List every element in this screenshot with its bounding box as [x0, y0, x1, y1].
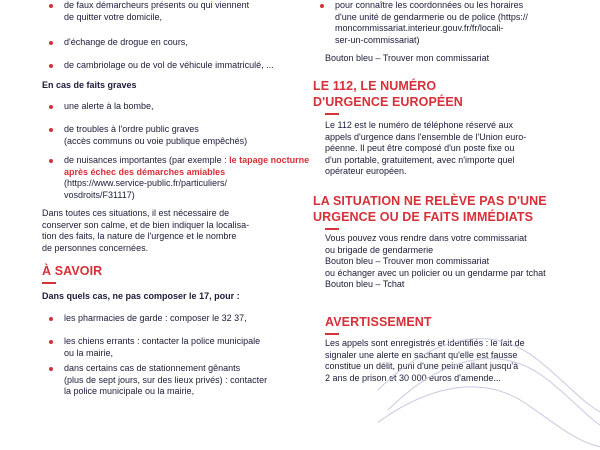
- heading-situation: LA SITUATION NE RELÈVE PAS D'UNE URGENCE OU DE FAITS IMMÉDIATS: [313, 194, 547, 224]
- tapage-highlight: le tapage nocturne après échec des démarches amiables: [64, 155, 310, 177]
- a-savoir-heading: À SAVOIR: [42, 264, 103, 278]
- heading-avertissement: AVERTISSEMENT: [325, 315, 432, 329]
- calm-paragraph: Dans toutes ces situations, il est nécessaire de conserver son calme, et de bien indiquer la localisa- tion des faits, la nature de l'urgence et le nombre de personnes concernées.: [42, 208, 250, 253]
- paragraph-situation: Vous pouvez vous rendre dans votre commissariat ou brigade de gendarmerie Bouton bleu – Trouver mon commissariat ou échanger avec un policier ou un gendarme par tchat Bouton bleu – Tchat: [325, 233, 546, 289]
- paragraph-avertissement: Les appels sont enregistrés et identifiés : le fait de signaler une alerte en sachant qu'elle est fausse constitue un délit, puni d'une peine allant jusqu'à 2 ans de prison et 30 000 euros d'amende...: [325, 338, 525, 383]
- list-item-commissariat: pour connaître les coordonnées ou les horaires d'une unité de gendarmerie ou de police (https:// moncommissariat.interieur.gouv.fr/fr/locali- ser-un-commissariat): [313, 0, 587, 46]
- list-item: de troubles à l'ordre public graves (accès communs ou voie publique empêchés): [42, 124, 326, 147]
- bouton-bleu-commissariat[interactable]: Bouton bleu – Trouver mon commissariat: [325, 53, 490, 63]
- list-item: une alerte à la bombe,: [42, 101, 326, 113]
- service-public-link[interactable]: (https://www.service-public.fr/particuliers/ vosdroits/F31117): [64, 178, 228, 200]
- list-item: les chiens errants : contacter la police municipale ou la mairie,: [42, 336, 326, 359]
- list-item: les pharmacies de garde : composer le 32 37,: [42, 313, 326, 325]
- heading-bar: [325, 333, 339, 335]
- paragraph-112: Le 112 est le numéro de téléphone réservé aux appels d'urgence dans l'ensemble de l'Union euro- péenne. Il peut être composé d'un poste fixe ou d'un portable, gratuitement, avec n'importe quel opérateur européen.: [325, 120, 527, 176]
- list-item-nuisance: [42, 155, 326, 201]
- nuisance-text: de nuisances importantes (par exemple :: [64, 155, 230, 165]
- list-item: dans certains cas de stationnement gênants (plus de sept jours, sur des lieux privés) : contacter la police municipale ou la mairie,: [42, 363, 326, 398]
- list-item: de cambriolage ou de vol de véhicule immatriculé, ...: [42, 60, 326, 72]
- list-item: d'échange de drogue en cours,: [42, 37, 326, 49]
- heading-112: LE 112, LE NUMÉRO D'URGENCE EUROPÉEN: [313, 79, 463, 109]
- heading-bar: [325, 228, 339, 230]
- grave-subtitle: En cas de faits graves: [42, 80, 137, 90]
- heading-bar: [325, 113, 339, 115]
- list-item: de faux démarcheurs présents ou qui viennent de quitter votre domicile,: [42, 0, 326, 23]
- savoir-question: Dans quels cas, ne pas composer le 17, pour :: [42, 291, 240, 301]
- heading-bar: [42, 282, 56, 284]
